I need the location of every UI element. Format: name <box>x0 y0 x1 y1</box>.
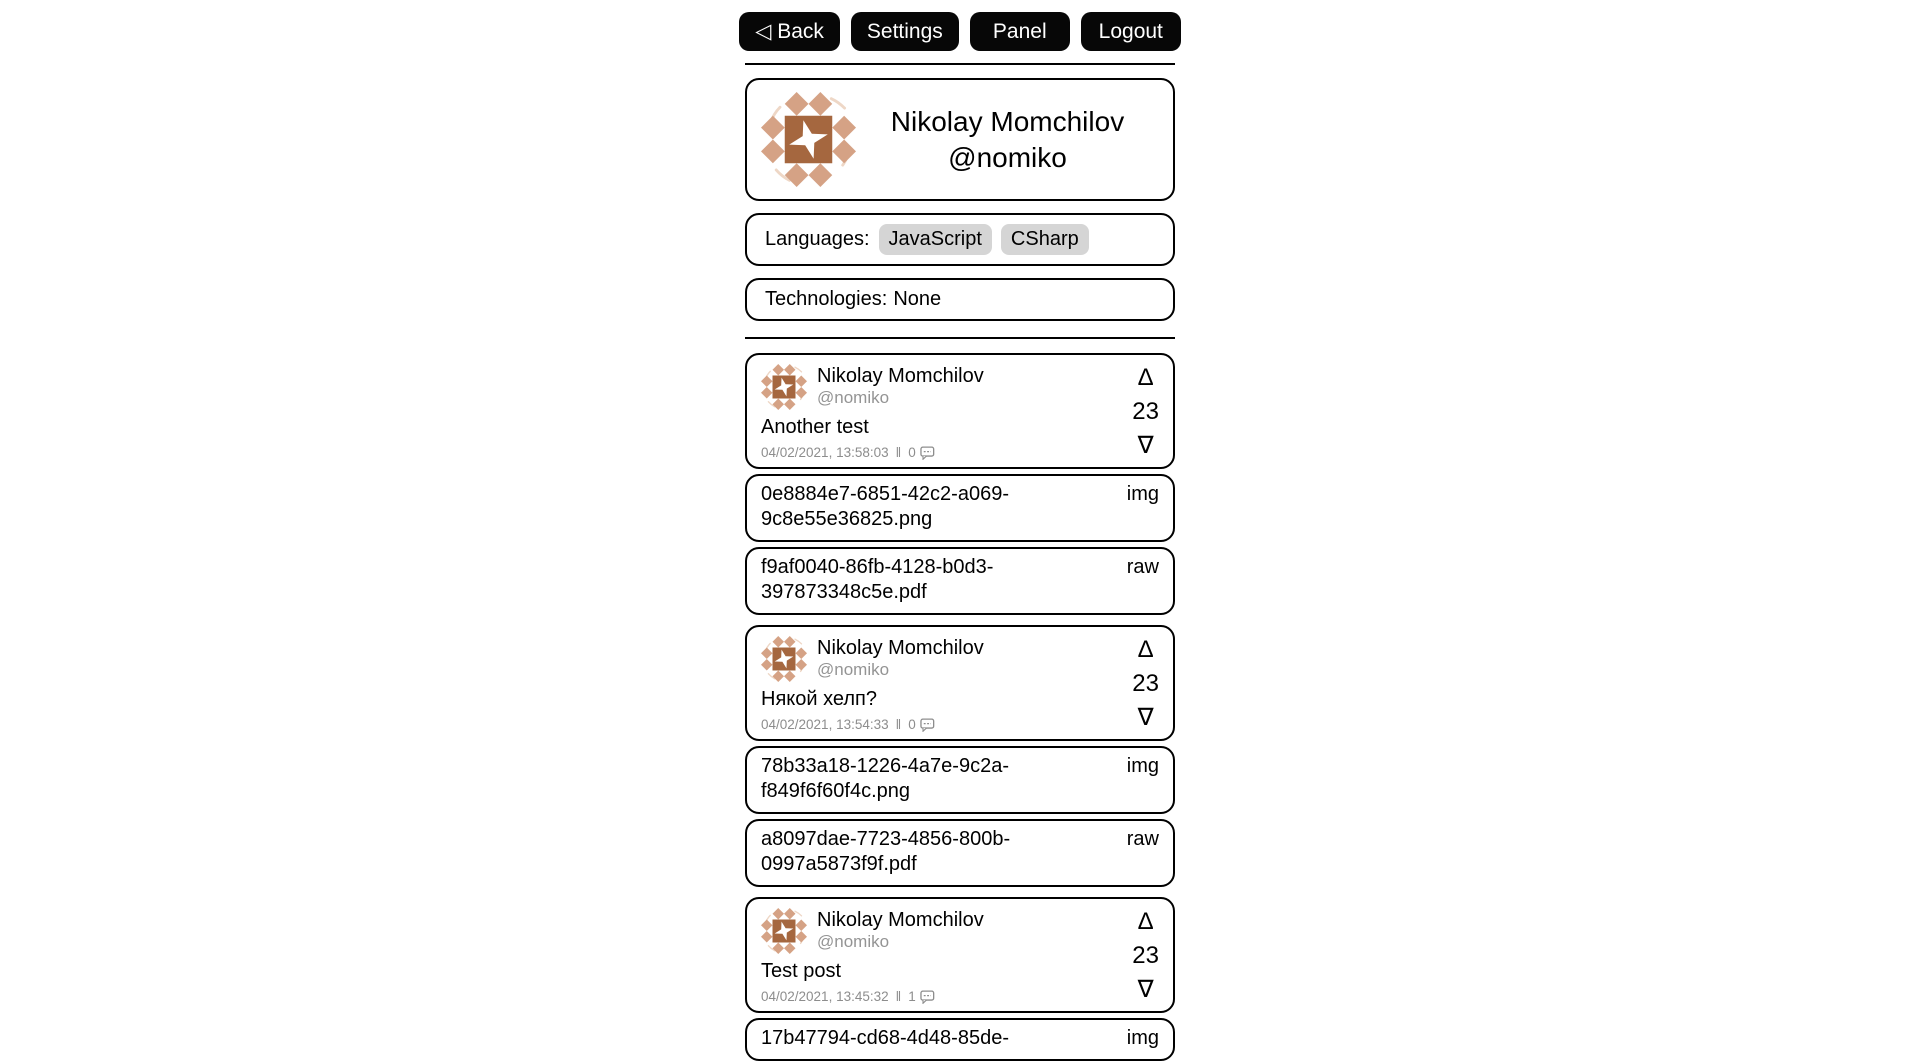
technologies-value: None <box>893 288 942 310</box>
post-card[interactable] <box>745 353 1175 469</box>
post-group <box>745 353 1175 615</box>
panel-button[interactable]: Panel <box>970 12 1070 51</box>
post-timestamp: 04/02/2021, 13:54:33 <box>761 717 889 732</box>
post-comment-count: 0 <box>908 445 916 460</box>
post-author-block <box>817 364 984 408</box>
post-title: Test post <box>761 960 842 982</box>
attachment-type-badge: raw <box>1126 828 1159 850</box>
post-author-name: Nikolay Momchilov <box>817 909 984 931</box>
languages-label: Languages: <box>765 228 870 250</box>
attachment-card[interactable] <box>745 547 1175 615</box>
vote-count: 23 <box>1132 941 1159 969</box>
profile-card <box>745 78 1175 201</box>
attachment-filename: 17b47794-cd68-4d48-85de- <box>761 1027 1009 1049</box>
post-card[interactable] <box>745 625 1175 741</box>
downvote-button[interactable]: ∇ <box>1137 431 1154 459</box>
post-title: Някой хелп? <box>761 688 877 710</box>
post-timestamp: 04/02/2021, 13:58:03 <box>761 445 889 460</box>
technologies-card <box>745 278 1175 321</box>
post-author-handle: @nomiko <box>817 388 890 407</box>
post-meta <box>761 717 1124 732</box>
post-group <box>745 625 1175 887</box>
post-author-avatar <box>761 636 807 682</box>
post-author-handle: @nomiko <box>817 660 890 679</box>
post-author-avatar <box>761 364 807 410</box>
vote-column <box>1124 636 1163 732</box>
post-timestamp: 04/02/2021, 13:45:32 <box>761 989 889 1004</box>
vote-count: 23 <box>1132 669 1159 697</box>
attachment-filename: 78b33a18-1226-4a7e-9c2a-f849f6f60f4c.png <box>761 755 1009 802</box>
post-title: Another test <box>761 416 869 438</box>
profile-handle: @nomiko <box>948 141 1067 173</box>
post-meta <box>761 445 1124 460</box>
vote-count: 23 <box>1132 397 1159 425</box>
attachment-card[interactable] <box>745 819 1175 887</box>
post-author-handle: @nomiko <box>817 932 890 951</box>
post-author-block <box>817 908 984 952</box>
profile-names <box>856 104 1159 176</box>
posts-list <box>745 353 1175 1061</box>
post-comment-count: 1 <box>908 989 916 1004</box>
settings-button[interactable]: Settings <box>851 12 959 51</box>
attachment-card[interactable] <box>745 1018 1175 1061</box>
technologies-label: Technologies: <box>765 288 888 310</box>
meta-separator: ‖ <box>895 445 902 460</box>
upvote-button[interactable]: Δ <box>1137 636 1154 663</box>
top-nav <box>0 0 1920 51</box>
post-author-name: Nikolay Momchilov <box>817 365 984 387</box>
attachment-type-badge: img <box>1126 755 1159 777</box>
meta-separator: ‖ <box>895 989 902 1004</box>
post-author-block <box>817 636 984 680</box>
post-header <box>761 636 1124 682</box>
post-author-name: Nikolay Momchilov <box>817 637 984 659</box>
post-group <box>745 897 1175 1061</box>
post-header <box>761 364 1124 410</box>
attachment-type-badge: img <box>1126 483 1159 505</box>
languages-card <box>745 213 1175 266</box>
attachment-filename: 0e8884e7-6851-42c2-a069-9c8e55e36825.png <box>761 483 1009 530</box>
downvote-button[interactable]: ∇ <box>1137 975 1154 1003</box>
language-tag-javascript: JavaScript <box>879 224 992 255</box>
attachment-card[interactable] <box>745 474 1175 542</box>
attachment-filename: a8097dae-7723-4856-800b-0997a5873f9f.pdf <box>761 828 1011 875</box>
post-meta <box>761 989 1124 1004</box>
attachment-type-badge: raw <box>1126 556 1159 578</box>
meta-separator: ‖ <box>895 717 902 732</box>
attachment-filename: f9af0040-86fb-4128-b0d3-397873348c5e.pdf <box>761 556 994 603</box>
attachment-card[interactable] <box>745 746 1175 814</box>
post-card[interactable] <box>745 897 1175 1013</box>
comments-icon <box>920 446 935 460</box>
post-main <box>761 364 1124 460</box>
vote-column <box>1124 908 1163 1004</box>
profile-name: Nikolay Momchilov <box>890 105 1125 137</box>
post-comment-count: 0 <box>908 717 916 732</box>
vote-column <box>1124 364 1163 460</box>
upvote-button[interactable]: Δ <box>1137 364 1154 391</box>
post-header <box>761 908 1124 954</box>
language-tag-csharp: CSharp <box>1001 224 1089 255</box>
attachment-type-badge: img <box>1126 1027 1159 1049</box>
divider <box>745 63 1175 65</box>
downvote-button[interactable]: ∇ <box>1137 703 1154 731</box>
upvote-button[interactable]: Δ <box>1137 908 1154 935</box>
post-author-avatar <box>761 908 807 954</box>
divider <box>745 337 1175 339</box>
comments-icon <box>920 990 935 1004</box>
post-main <box>761 908 1124 1004</box>
comments-icon <box>920 718 935 732</box>
post-main <box>761 636 1124 732</box>
content-column <box>745 63 1175 1061</box>
profile-avatar <box>761 92 856 187</box>
back-button[interactable]: ◁ Back <box>739 12 840 51</box>
logout-button[interactable]: Logout <box>1081 12 1181 51</box>
